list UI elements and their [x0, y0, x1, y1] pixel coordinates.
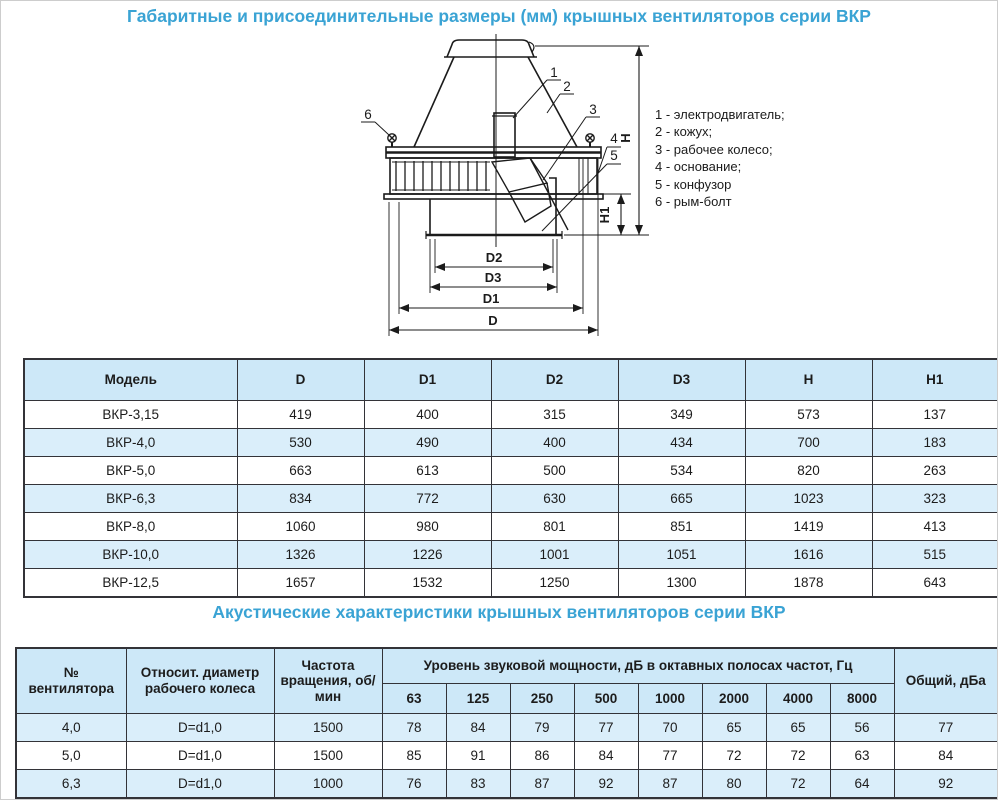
- acoustics-title: Акустические характеристики крышных вентиляторов серии ВКР: [212, 602, 786, 622]
- table-cell: 851: [618, 513, 745, 541]
- table-cell: 5,0: [16, 742, 126, 770]
- table-cell: 72: [766, 742, 830, 770]
- callout-4: 4: [610, 131, 618, 146]
- col-header-d1: D1: [364, 359, 491, 401]
- table-cell: 1226: [364, 541, 491, 569]
- dim-label-h1: H1: [597, 206, 612, 224]
- table-cell: 349: [618, 401, 745, 429]
- table-cell: 86: [510, 742, 574, 770]
- louvre-ribs: [392, 158, 588, 194]
- table-cell: 1616: [745, 541, 872, 569]
- table-cell: 1000: [274, 770, 382, 799]
- callout-1: 1: [550, 65, 558, 80]
- legend-item: 2 - кожух;: [655, 124, 713, 140]
- table-cell: 79: [510, 714, 574, 742]
- legend-item: 4 - основание;: [655, 159, 742, 175]
- table-cell: 85: [382, 742, 446, 770]
- table-cell: 1657: [237, 569, 364, 598]
- table-cell: 490: [364, 429, 491, 457]
- table-cell: 87: [510, 770, 574, 799]
- table-cell: 137: [872, 401, 998, 429]
- col-header-model: Модель: [24, 359, 237, 401]
- col-header-freq-1000: 1000: [638, 684, 702, 714]
- table-cell: D=d1,0: [126, 770, 274, 799]
- table-cell: 183: [872, 429, 998, 457]
- col-header-h: H: [745, 359, 872, 401]
- table-cell: 65: [702, 714, 766, 742]
- col-header-freq-63: 63: [382, 684, 446, 714]
- table-cell: 77: [894, 714, 998, 742]
- table-cell: 91: [446, 742, 510, 770]
- dimension-lines: [389, 46, 639, 330]
- col-header-freq-8000: 8000: [830, 684, 894, 714]
- table-cell: 820: [745, 457, 872, 485]
- table-cell: 84: [894, 742, 998, 770]
- table-cell: 1250: [491, 569, 618, 598]
- table-cell: ВКР-12,5: [24, 569, 237, 598]
- table-cell: 643: [872, 569, 998, 598]
- col-header-freq-125: 125: [446, 684, 510, 714]
- table-row: [16, 770, 998, 799]
- table-row: [24, 457, 998, 485]
- table-row: [24, 429, 998, 457]
- table-cell: ВКР-5,0: [24, 457, 237, 485]
- legend-item: 3 - рабочее колесо;: [655, 141, 773, 157]
- leader-lines: [361, 80, 621, 231]
- table-cell: 80: [702, 770, 766, 799]
- table-cell: 4,0: [16, 714, 126, 742]
- col-header-d3: D3: [618, 359, 745, 401]
- table-cell: 665: [618, 485, 745, 513]
- table-cell: 56: [830, 714, 894, 742]
- table-cell: 434: [618, 429, 745, 457]
- table-cell: 1023: [745, 485, 872, 513]
- table-cell: 87: [638, 770, 702, 799]
- table-cell: 6,3: [16, 770, 126, 799]
- table-cell: 77: [574, 714, 638, 742]
- table-cell: 84: [446, 714, 510, 742]
- fan-technical-drawing: [326, 26, 671, 356]
- table-cell: 663: [237, 457, 364, 485]
- callout-3: 3: [589, 102, 597, 117]
- table-cell: 419: [237, 401, 364, 429]
- table-cell: ВКР-8,0: [24, 513, 237, 541]
- table-cell: 500: [491, 457, 618, 485]
- dim-label-d1: D1: [482, 291, 500, 306]
- legend-item: 1 - электродвигатель;: [655, 107, 785, 122]
- table-cell: 323: [872, 485, 998, 513]
- table-cell: D=d1,0: [126, 742, 274, 770]
- table-cell: 64: [830, 770, 894, 799]
- table-cell: ВКР-10,0: [24, 541, 237, 569]
- table-cell: 65: [766, 714, 830, 742]
- dimensions-header-row: [24, 359, 998, 401]
- col-header-freq-2000: 2000: [702, 684, 766, 714]
- table-row: [24, 485, 998, 513]
- table-cell: 1300: [618, 569, 745, 598]
- page-title: Габаритные и присоединительные размеры (мм) крышных вентиляторов серии ВКР: [127, 6, 871, 26]
- table-cell: 92: [574, 770, 638, 799]
- callout-6: 6: [364, 107, 372, 122]
- col-header-total: Общий, дБа: [894, 648, 998, 714]
- col-header-d: D: [237, 359, 364, 401]
- table-cell: D=d1,0: [126, 714, 274, 742]
- col-header-h1: H1: [872, 359, 998, 401]
- table-cell: 613: [364, 457, 491, 485]
- table-cell: 573: [745, 401, 872, 429]
- table-cell: 1500: [274, 714, 382, 742]
- extension-lines: [389, 46, 649, 336]
- table-cell: 630: [491, 485, 618, 513]
- table-cell: 1532: [364, 569, 491, 598]
- table-cell: 1326: [237, 541, 364, 569]
- table-cell: 413: [872, 513, 998, 541]
- table-row: [16, 742, 998, 770]
- acoustics-table: [15, 647, 998, 799]
- col-header-freq-4000: 4000: [766, 684, 830, 714]
- table-row: [24, 401, 998, 429]
- dim-label-d: D: [488, 313, 498, 328]
- col-header-rel-diameter: Относит. диаметр рабочего колеса: [126, 648, 274, 714]
- table-cell: 263: [872, 457, 998, 485]
- table-cell: 772: [364, 485, 491, 513]
- dim-label-d3: D3: [484, 270, 502, 285]
- dim-label-d2: D2: [485, 250, 503, 265]
- table-cell: 400: [364, 401, 491, 429]
- callout-numbers: [364, 65, 618, 163]
- table-cell: ВКР-6,3: [24, 485, 237, 513]
- table-cell: 63: [830, 742, 894, 770]
- table-cell: 76: [382, 770, 446, 799]
- table-cell: 70: [638, 714, 702, 742]
- table-cell: 530: [237, 429, 364, 457]
- table-cell: 72: [702, 742, 766, 770]
- col-header-freq-250: 250: [510, 684, 574, 714]
- table-cell: 515: [872, 541, 998, 569]
- callout-5: 5: [610, 148, 618, 163]
- callout-2: 2: [563, 79, 571, 94]
- dimensions-table: [23, 358, 998, 598]
- col-header-d2: D2: [491, 359, 618, 401]
- table-cell: 72: [766, 770, 830, 799]
- table-cell: 77: [638, 742, 702, 770]
- table-cell: 980: [364, 513, 491, 541]
- fan-diagram-section: [1, 26, 998, 356]
- table-cell: 1419: [745, 513, 872, 541]
- table-row: [24, 541, 998, 569]
- table-cell: 315: [491, 401, 618, 429]
- legend-item: 5 - конфузор: [655, 176, 732, 192]
- table-row: [16, 714, 998, 742]
- col-header-speed: Частота вращения, об/мин: [274, 648, 382, 714]
- table-cell: 834: [237, 485, 364, 513]
- table-cell: 700: [745, 429, 872, 457]
- table-cell: 84: [574, 742, 638, 770]
- table-cell: 1001: [491, 541, 618, 569]
- table-cell: 801: [491, 513, 618, 541]
- table-cell: 1060: [237, 513, 364, 541]
- dim-label-h: H: [618, 133, 633, 143]
- table-cell: 1878: [745, 569, 872, 598]
- table-cell: 1051: [618, 541, 745, 569]
- table-cell: 83: [446, 770, 510, 799]
- table-cell: 92: [894, 770, 998, 799]
- col-header-sound-power: Уровень звуковой мощности, дБ в октавных полосах частот, Гц: [382, 648, 894, 684]
- table-cell: 1500: [274, 742, 382, 770]
- table-cell: 400: [491, 429, 618, 457]
- table-cell: ВКР-3,15: [24, 401, 237, 429]
- table-cell: 534: [618, 457, 745, 485]
- table-cell: 78: [382, 714, 446, 742]
- legend-item: 6 - рым-болт: [655, 194, 732, 210]
- diagram-legend: [655, 106, 785, 210]
- col-header-fan-number: № вентилятора: [16, 648, 126, 714]
- table-row: [24, 569, 998, 598]
- table-cell: ВКР-4,0: [24, 429, 237, 457]
- col-header-freq-500: 500: [574, 684, 638, 714]
- acoustics-header-row-1: [16, 648, 998, 684]
- table-row: [24, 513, 998, 541]
